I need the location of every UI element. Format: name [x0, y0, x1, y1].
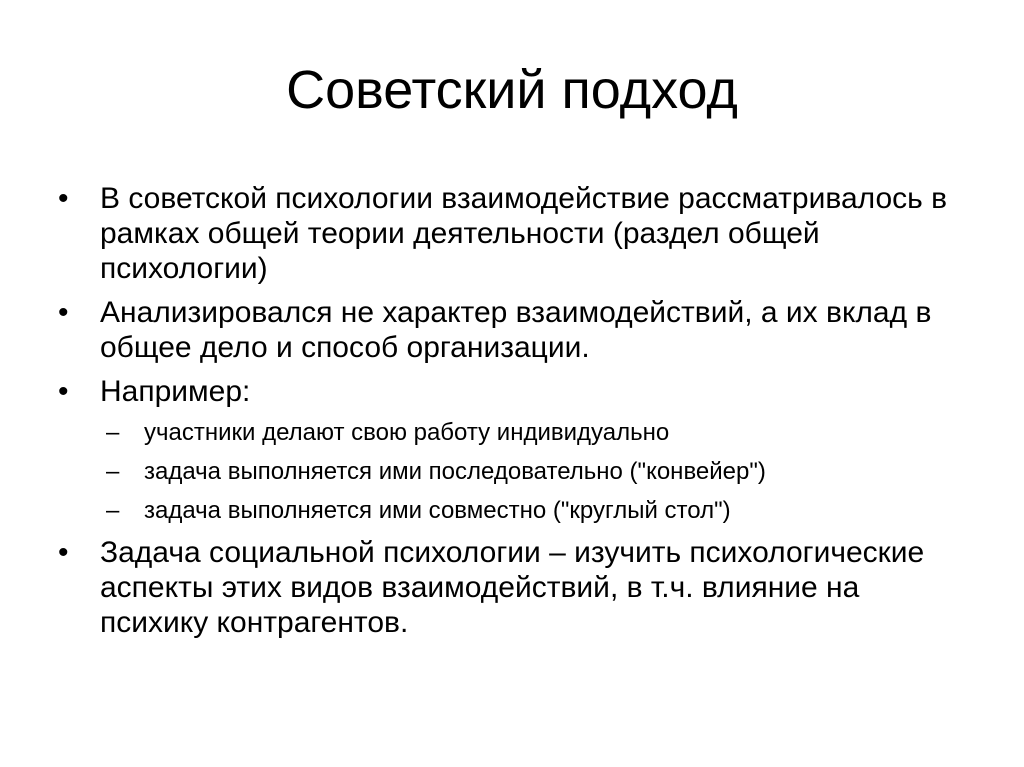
bullet-item — [58, 181, 958, 286]
sub-bullet-text: задача выполняется ими совместно ("круглый стол") — [144, 497, 731, 524]
sub-bullet-item — [58, 418, 958, 448]
bullet-text: Анализировался не характер взаимодействий, а их вклад в общее дело и способ организации. — [100, 296, 932, 364]
sub-bullet-marker: – — [106, 458, 120, 485]
slide-title: Советский подход — [286, 60, 738, 120]
sub-bullet-marker: – — [106, 497, 120, 524]
sub-bullet-item — [58, 457, 958, 487]
bullet-item — [58, 535, 958, 640]
bullet-marker: • — [58, 375, 69, 408]
bullet-item — [58, 295, 958, 365]
bullet-item — [58, 374, 958, 409]
sub-bullet-item — [58, 496, 958, 526]
sub-bullet-marker: – — [106, 419, 120, 446]
sub-bullet-text: участники делают свою работу индивидуально — [144, 419, 670, 446]
bullet-marker: • — [58, 296, 69, 329]
bullet-marker: • — [58, 182, 69, 215]
bullet-text: Например: — [100, 375, 251, 408]
bullet-marker: • — [58, 536, 69, 569]
sub-bullet-text: задача выполняется ими последовательно ("конвейер") — [144, 458, 766, 485]
bullet-text: Задача социальной психологии – изучить психологические аспекты этих видов взаимодействий, в т.ч. влияние на психику контрагентов. — [100, 536, 925, 639]
bullet-text: В советской психологии взаимодействие рассматривалось в рамках общей теории деятельности (раздел общей психологии) — [100, 182, 948, 285]
bullet-list — [58, 181, 958, 649]
